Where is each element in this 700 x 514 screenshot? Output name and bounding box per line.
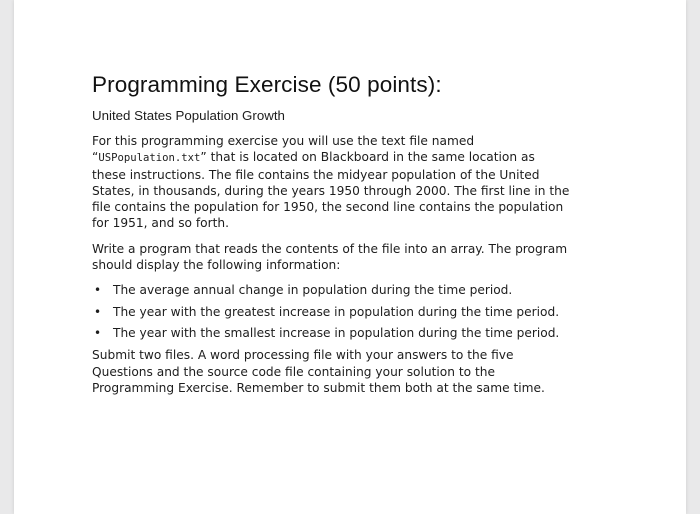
list-item — [92, 304, 572, 320]
list-item-text: The average annual change in population during the time period. — [113, 283, 513, 298]
close-quote: ” — [200, 150, 207, 165]
document-subtitle: United States Population Growth — [92, 108, 285, 123]
task-paragraph: Write a program that reads the contents of the file into an array. The program should display the following information: — [92, 241, 568, 273]
filename: USPopulation.txt — [98, 152, 201, 165]
document-page — [14, 0, 686, 514]
intro-text-after: that is located on Blackboard in the same location as these instructions. The file contains the midyear population of the United States, in thousands, during the years 1950 through 2000. The first line in the file contains the population for 1950, the second line contains the population for 1951, and so forth. — [92, 150, 570, 231]
submission-paragraph: Submit two files. A word processing file with your answers to the five Questions and the source code file containing your solution to the Programming Exercise. Remember to submit them both at the same time. — [92, 348, 545, 395]
list-item-text: The year with the greatest increase in population during the time period. — [113, 304, 560, 319]
intro-text-before: For this programming exercise you will use the text file named — [92, 134, 475, 148]
document-title: Programming Exercise (50 points): — [92, 72, 442, 97]
bullet-icon: • — [94, 325, 102, 340]
bullet-icon: • — [94, 304, 102, 319]
list-item — [92, 325, 572, 341]
bullet-icon: • — [94, 283, 102, 298]
requirements-list — [92, 282, 572, 341]
open-quote: “ — [92, 150, 99, 165]
list-item-text: The year with the smallest increase in population during the time period. — [113, 325, 560, 340]
intro-paragraph — [92, 133, 572, 232]
list-item — [92, 282, 572, 298]
document-content — [92, 72, 572, 405]
